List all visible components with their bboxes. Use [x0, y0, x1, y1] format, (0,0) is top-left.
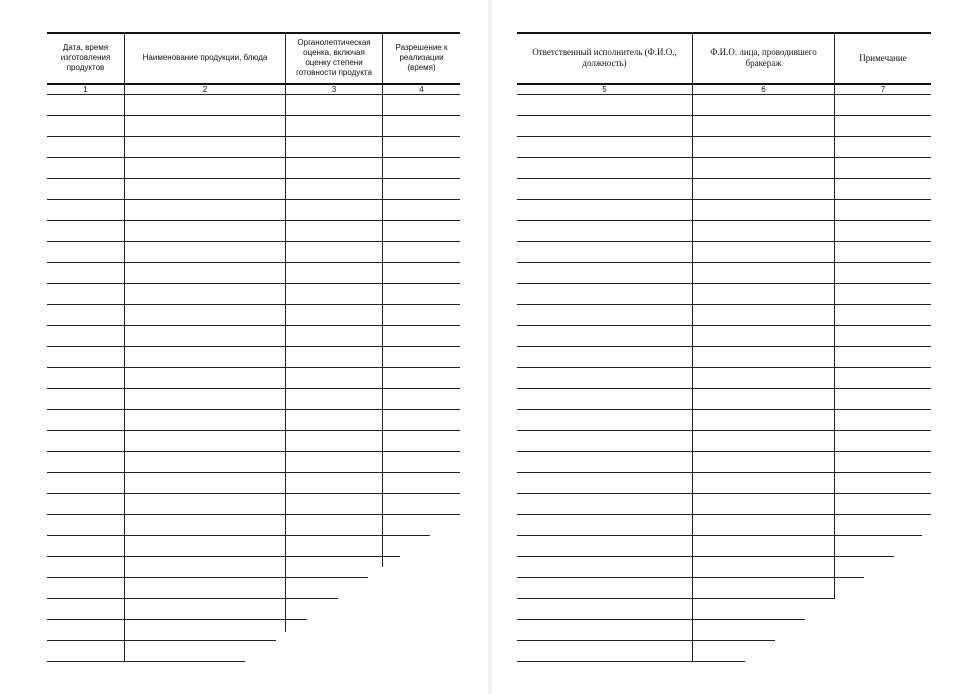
- column-divider: [382, 32, 383, 567]
- table-row-line: [47, 136, 460, 137]
- header-inspector-name: Ф.И.О. лица, проводившего бракераж: [710, 47, 817, 68]
- table-row-line: [517, 325, 931, 326]
- table-row-line: [47, 640, 276, 641]
- table-row-line: [47, 367, 460, 368]
- right-page: [492, 0, 979, 694]
- column-divider: [692, 32, 693, 662]
- table-row-line: [47, 388, 460, 389]
- table-row-line: [47, 619, 307, 620]
- header-organoleptic-assessment: Органолептическая оценка, включая оценку степени готовности продукта: [296, 38, 372, 77]
- table-row-line: [47, 178, 460, 179]
- table-row-line: [517, 199, 931, 200]
- table-row-line: [517, 430, 931, 431]
- table-row-line: [47, 493, 460, 494]
- table-top-border: [47, 32, 460, 34]
- table-row-line: [517, 493, 931, 494]
- table-row-line: [517, 598, 834, 599]
- table-row-line: [517, 409, 931, 410]
- table-top-border: [517, 32, 931, 34]
- table-row-line: [47, 430, 460, 431]
- table-row-line: [47, 325, 460, 326]
- table-row-line: [517, 661, 745, 662]
- header-responsible-executor: Ответственный исполнитель (Ф.И.О., должность): [532, 47, 677, 68]
- column-number-2: 2: [202, 85, 208, 94]
- left-page: [0, 0, 488, 694]
- table-row-line: [517, 157, 931, 158]
- table-row-line: [517, 367, 931, 368]
- table-row-line: [47, 409, 460, 410]
- table-row-line: [517, 262, 931, 263]
- column-divider: [285, 32, 286, 632]
- table-row-line: [517, 577, 864, 578]
- table-row-line: [47, 262, 460, 263]
- table-row-line: [517, 346, 931, 347]
- column-number-row-border: [517, 94, 931, 95]
- table-row-line: [517, 388, 931, 389]
- column-divider: [834, 32, 835, 599]
- table-row-line: [517, 619, 805, 620]
- header-date-time: Дата, время изготовления продуктов: [60, 43, 111, 72]
- header-column-divider: [124, 32, 125, 94]
- table-row-line: [517, 472, 931, 473]
- table-row-line: [47, 346, 460, 347]
- column-number-4: 4: [419, 85, 424, 94]
- header-bottom-border: [517, 83, 931, 85]
- table-row-line: [517, 535, 922, 536]
- table-row-line: [517, 304, 931, 305]
- table-row-line: [517, 451, 931, 452]
- table-row-line: [517, 136, 931, 137]
- column-number-1: 1: [83, 85, 88, 94]
- table-row-line: [47, 598, 338, 599]
- header-product-name: Наименование продукции, блюда: [142, 53, 268, 62]
- table-row-line: [517, 115, 931, 116]
- table-row-line: [47, 535, 430, 536]
- column-number-3: 3: [331, 85, 337, 94]
- table-row-line: [47, 241, 460, 242]
- table-row-line: [47, 220, 460, 221]
- table-row-line: [517, 283, 931, 284]
- table-row-line: [517, 178, 931, 179]
- table-row-line: [517, 220, 931, 221]
- table-row-line: [47, 472, 460, 473]
- table-row-line: [517, 241, 931, 242]
- column-number-row-border: [47, 94, 460, 95]
- table-row-line: [517, 514, 931, 515]
- table-row-line: [47, 157, 460, 158]
- table-row-line: [47, 283, 460, 284]
- column-number-6: 6: [761, 85, 766, 94]
- table-row-line: [47, 304, 460, 305]
- column-divider: [124, 94, 125, 661]
- column-number-5: 5: [602, 85, 607, 94]
- header-bottom-border: [47, 83, 460, 85]
- table-row-line: [47, 556, 400, 557]
- table-row-line: [47, 514, 460, 515]
- table-row-line: [47, 661, 245, 662]
- table-row-line: [47, 451, 460, 452]
- table-row-line: [517, 556, 894, 557]
- column-number-7: 7: [880, 85, 886, 94]
- header-note: Примечание: [859, 52, 907, 63]
- table-row-line: [47, 577, 368, 578]
- table-row-line: [517, 640, 775, 641]
- header-sale-permission: Разрешение к реализации (время): [395, 43, 448, 72]
- table-row-line: [47, 115, 460, 116]
- table-row-line: [47, 199, 460, 200]
